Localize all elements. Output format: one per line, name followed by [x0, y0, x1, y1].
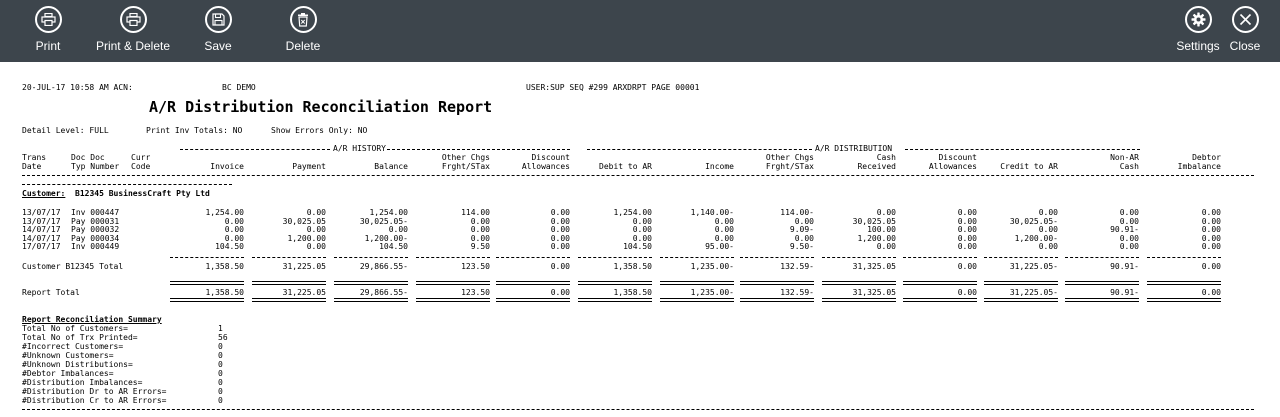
column-header-other_chgs2: Frght/STax — [765, 162, 814, 171]
row-doc: Inv 000447 — [71, 208, 120, 217]
customer-total-label: Customer B12345 Total — [22, 262, 124, 271]
row-non-ar: 0.00 — [1119, 242, 1139, 251]
column-header-other_chgs2: Other Chgs — [765, 153, 814, 162]
row-non-ar: 0.00 — [1119, 208, 1139, 217]
print-delete-button[interactable] — [92, 0, 174, 62]
total-income: 1,235.00- — [690, 288, 734, 297]
row-credit-ar: 0.00 — [1038, 225, 1058, 234]
total-rule — [903, 281, 977, 285]
row-discount2: 0.00 — [957, 242, 977, 251]
summary-value: 0 — [218, 387, 223, 396]
total-rule — [822, 298, 896, 302]
report-title: A/R Distribution Reconciliation Report — [149, 98, 493, 116]
toolbar — [0, 0, 1280, 62]
column-header-debit_ar: Debit to AR — [599, 162, 652, 171]
total-rule — [416, 298, 490, 302]
row-other-chgs2: 0.00 — [794, 233, 814, 243]
summary-value: 0 — [218, 378, 223, 387]
save-button[interactable] — [202, 0, 234, 62]
option-print-inv-totals: Print Inv Totals: NO — [146, 126, 243, 135]
total-rule — [740, 281, 814, 285]
row-doc: Pay 000032 — [71, 225, 120, 234]
row-credit-ar: 0.00 — [1038, 242, 1058, 251]
report-total-label: Report Total — [22, 288, 80, 297]
customer-rule — [22, 184, 232, 185]
print-label: Print — [35, 39, 61, 53]
total-credit-ar: 31,225.05- — [1009, 262, 1058, 271]
row-discount2: 0.00 — [957, 225, 977, 234]
total-rule — [1065, 257, 1139, 258]
summary-label: #Distribution Dr to AR Errors= — [22, 387, 167, 396]
summary-label: #Incorrect Customers= — [22, 342, 124, 351]
row-other-chgs: 114.00 — [461, 208, 490, 217]
row-discount: 0.00 — [550, 216, 570, 226]
total-rule — [252, 281, 326, 285]
total-rule — [252, 257, 326, 258]
total-balance: 29,866.55- — [359, 262, 408, 271]
delete-button[interactable] — [283, 0, 323, 62]
column-header-trans: Trans — [22, 153, 47, 162]
close-label: Close — [1229, 39, 1261, 53]
row-debit-ar: 1,254.00 — [613, 208, 652, 217]
column-header-invoice: Invoice — [210, 162, 244, 171]
total-non-ar: 90.91- — [1110, 262, 1139, 271]
column-header-credit_ar: Credit to AR — [1000, 162, 1058, 171]
row-debit-ar: 0.00 — [632, 216, 652, 226]
group-divider — [587, 149, 812, 150]
row-non-ar: 0.00 — [1119, 216, 1139, 226]
total-rule — [984, 281, 1058, 285]
total-rule — [1065, 298, 1139, 302]
summary-value: 0 — [218, 351, 223, 360]
total-rule — [984, 257, 1058, 258]
row-balance: 1,254.00 — [369, 208, 408, 217]
close-button[interactable] — [1228, 0, 1262, 62]
summary-value: 0 — [218, 360, 223, 369]
customer-label: Customer: — [22, 189, 66, 198]
total-rule — [334, 298, 408, 302]
customer-name: B12345 BusinessCraft Pty Ltd — [75, 189, 210, 198]
group-ar-history: A/R HISTORY — [333, 144, 386, 153]
close-icon — [1232, 6, 1259, 33]
column-header-cash: Received — [857, 162, 896, 171]
gear-icon — [1185, 6, 1212, 33]
row-other-chgs2: 9.09- — [789, 225, 814, 234]
total-debtor: 0.00 — [1201, 288, 1221, 297]
summary-value: 0 — [218, 369, 223, 378]
total-rule — [822, 281, 896, 285]
row-discount: 0.00 — [550, 225, 570, 234]
column-header-debtor: Debtor — [1192, 153, 1221, 162]
total-rule — [903, 257, 977, 258]
printer-icon — [120, 6, 147, 33]
row-payment: 30,025.05 — [282, 216, 326, 226]
row-debtor: 0.00 — [1201, 242, 1221, 251]
total-non-ar: 90.91- — [1110, 288, 1139, 297]
row-balance: 1,200.00- — [364, 233, 408, 243]
summary-title: Report Reconciliation Summary — [22, 315, 162, 324]
total-rule — [496, 298, 570, 302]
floppy-disk-icon — [205, 6, 232, 33]
row-date: 17/07/17 — [22, 242, 61, 251]
total-rule — [740, 257, 814, 258]
settings-button[interactable] — [1174, 0, 1222, 62]
option-detail-level: Detail Level: FULL — [22, 126, 109, 135]
row-doc: Pay 000034 — [71, 233, 120, 243]
total-rule — [822, 257, 896, 258]
row-cash: 30,025.05 — [852, 216, 896, 226]
column-header-non_ar: Non-AR — [1110, 153, 1139, 162]
print-delete-label: Print & Delete — [95, 39, 171, 53]
row-date: 13/07/17 — [22, 208, 61, 217]
row-debtor: 0.00 — [1201, 225, 1221, 234]
total-rule — [903, 298, 977, 302]
row-payment: 0.00 — [306, 225, 326, 234]
total-debit-ar: 1,358.50 — [613, 288, 652, 297]
total-income: 1,235.00- — [690, 262, 734, 271]
row-invoice: 0.00 — [224, 233, 244, 243]
row-other-chgs2: 9.50- — [789, 242, 814, 251]
row-payment: 0.00 — [306, 208, 326, 217]
row-balance: 0.00 — [388, 225, 408, 234]
row-discount: 0.00 — [550, 242, 570, 251]
row-non-ar: 90.91- — [1110, 225, 1139, 234]
total-rule — [170, 257, 244, 258]
row-cash: 1,200.00 — [857, 233, 896, 243]
column-header-discount2: Discount — [938, 153, 977, 162]
summary-label: #Distribution Cr to AR Errors= — [22, 396, 167, 405]
summary-value: 56 — [218, 333, 228, 342]
summary-label: #Debtor Imbalances= — [22, 369, 114, 378]
column-header-doc: Typ Number — [71, 162, 120, 171]
total-rule — [578, 298, 652, 302]
summary-label: Total No of Customers= — [22, 324, 128, 333]
summary-label: #Unknown Customers= — [22, 351, 114, 360]
row-income: 0.00 — [714, 233, 734, 243]
total-other-chgs2: 132.59- — [780, 262, 814, 271]
row-discount: 0.00 — [550, 233, 570, 243]
column-header-non_ar: Cash — [1119, 162, 1139, 171]
total-rule — [496, 257, 570, 258]
row-doc: Pay 000031 — [71, 216, 120, 226]
summary-value: 0 — [218, 396, 223, 405]
row-debtor: 0.00 — [1201, 216, 1221, 226]
row-other-chgs: 9.50 — [470, 242, 490, 251]
summary-label: #Distribution Imbalances= — [22, 378, 143, 387]
row-other-chgs: 0.00 — [470, 233, 490, 243]
trash-icon — [290, 6, 317, 33]
row-debit-ar: 0.00 — [632, 225, 652, 234]
total-cash: 31,325.05 — [852, 288, 896, 297]
summary-label: #Unknown Distributions= — [22, 360, 133, 369]
row-credit-ar: 0.00 — [1038, 208, 1058, 217]
row-invoice: 1,254.00 — [205, 208, 244, 217]
total-discount: 0.00 — [550, 288, 570, 297]
row-balance: 30,025.05- — [359, 216, 408, 226]
total-rule — [416, 257, 490, 258]
group-ar-distribution: A/R DISTRIBUTION — [815, 144, 893, 153]
column-header-other_chgs: Frght/STax — [441, 162, 490, 171]
row-payment: 0.00 — [306, 242, 326, 251]
column-header-payment: Payment — [292, 162, 326, 171]
column-header-balance: Balance — [374, 162, 408, 171]
column-header-discount2: Allowances — [928, 162, 977, 171]
total-discount2: 0.00 — [957, 262, 977, 271]
row-date: 13/07/17 — [22, 216, 61, 226]
report-view — [0, 62, 1280, 417]
total-rule — [252, 298, 326, 302]
total-rule — [578, 257, 652, 258]
total-rule — [334, 257, 408, 258]
row-invoice: 104.50 — [215, 242, 244, 251]
total-rule — [334, 281, 408, 285]
total-rule — [660, 281, 734, 285]
total-rule — [740, 298, 814, 302]
row-non-ar: 0.00 — [1119, 233, 1139, 243]
total-rule — [1147, 281, 1221, 285]
row-income: 95.00- — [705, 242, 734, 251]
printer-icon — [35, 6, 62, 33]
total-rule — [660, 257, 734, 258]
total-invoice: 1,358.50 — [205, 262, 244, 271]
row-date: 14/07/17 — [22, 233, 61, 243]
row-income: 0.00 — [714, 225, 734, 234]
total-balance: 29,866.55- — [359, 288, 408, 297]
total-rule — [1147, 298, 1221, 302]
column-header-curr: Code — [131, 162, 151, 171]
report-header-right: USER:SUP SEQ #299 ARXDRPT PAGE 00001 — [526, 83, 700, 92]
row-cash: 0.00 — [876, 208, 896, 217]
column-header-discount: Discount — [531, 153, 570, 162]
total-rule — [984, 298, 1058, 302]
row-cash: 100.00 — [867, 225, 896, 234]
save-label: Save — [204, 39, 232, 53]
total-discount: 0.00 — [550, 262, 570, 271]
row-income: 1,140.00- — [690, 208, 734, 217]
header-rule — [22, 175, 1254, 176]
total-rule — [170, 281, 244, 285]
report-header-left: 20-JUL-17 10:58 AM ACN: — [22, 83, 133, 92]
summary-value: 1 — [218, 324, 223, 333]
row-discount: 0.00 — [550, 208, 570, 217]
settings-label: Settings — [1176, 39, 1220, 53]
column-header-cash: Cash — [876, 153, 896, 162]
column-header-curr: Curr — [131, 153, 151, 162]
column-header-other_chgs: Other Chgs — [441, 153, 490, 162]
row-other-chgs: 0.00 — [470, 225, 490, 234]
row-income: 0.00 — [714, 216, 734, 226]
row-credit-ar: 30,025.05- — [1009, 216, 1058, 226]
total-payment: 31,225.05 — [282, 288, 326, 297]
total-rule — [660, 298, 734, 302]
column-header-trans: Date — [22, 162, 42, 171]
report-company: BC DEMO — [222, 83, 256, 92]
row-discount2: 0.00 — [957, 208, 977, 217]
total-rule — [496, 281, 570, 285]
row-discount2: 0.00 — [957, 233, 977, 243]
group-divider — [180, 149, 330, 150]
column-header-doc: Doc Doc — [71, 153, 105, 162]
column-header-discount: Allowances — [521, 162, 570, 171]
summary-label: Total No of Trx Printed= — [22, 333, 138, 342]
row-debtor: 0.00 — [1201, 233, 1221, 243]
row-invoice: 0.00 — [224, 225, 244, 234]
row-debit-ar: 104.50 — [623, 242, 652, 251]
bottom-rule — [22, 409, 1254, 410]
total-other-chgs: 123.50 — [461, 262, 490, 271]
total-payment: 31,225.05 — [282, 262, 326, 271]
total-debtor: 0.00 — [1201, 262, 1221, 271]
row-payment: 1,200.00 — [287, 233, 326, 243]
column-header-income: Income — [705, 162, 734, 171]
summary-value: 0 — [218, 342, 223, 351]
total-credit-ar: 31,225.05- — [1009, 288, 1058, 297]
total-rule — [416, 281, 490, 285]
row-other-chgs: 0.00 — [470, 216, 490, 226]
row-discount2: 0.00 — [957, 216, 977, 226]
total-discount2: 0.00 — [957, 288, 977, 297]
row-debtor: 0.00 — [1201, 208, 1221, 217]
total-rule — [1065, 281, 1139, 285]
row-other-chgs2: 114.00- — [780, 208, 814, 217]
row-invoice: 0.00 — [224, 216, 244, 226]
row-other-chgs2: 0.00 — [794, 216, 814, 226]
option-show-errors-only: Show Errors Only: NO — [271, 126, 368, 135]
print-button[interactable] — [30, 0, 66, 62]
row-cash: 0.00 — [876, 242, 896, 251]
group-divider — [905, 149, 1140, 150]
total-invoice: 1,358.50 — [205, 288, 244, 297]
row-balance: 104.50 — [379, 242, 408, 251]
group-divider — [387, 149, 570, 150]
total-other-chgs2: 132.59- — [780, 288, 814, 297]
row-date: 14/07/17 — [22, 225, 61, 234]
total-cash: 31,325.05 — [852, 262, 896, 271]
total-rule — [578, 281, 652, 285]
total-debit-ar: 1,358.50 — [613, 262, 652, 271]
row-debit-ar: 0.00 — [632, 233, 652, 243]
row-credit-ar: 1,200.00- — [1014, 233, 1058, 243]
total-rule — [170, 298, 244, 302]
column-header-debtor: Imbalance — [1177, 162, 1221, 171]
total-other-chgs: 123.50 — [461, 288, 490, 297]
row-doc: Inv 000449 — [71, 242, 120, 251]
total-rule — [1147, 257, 1221, 258]
delete-label: Delete — [285, 39, 321, 53]
